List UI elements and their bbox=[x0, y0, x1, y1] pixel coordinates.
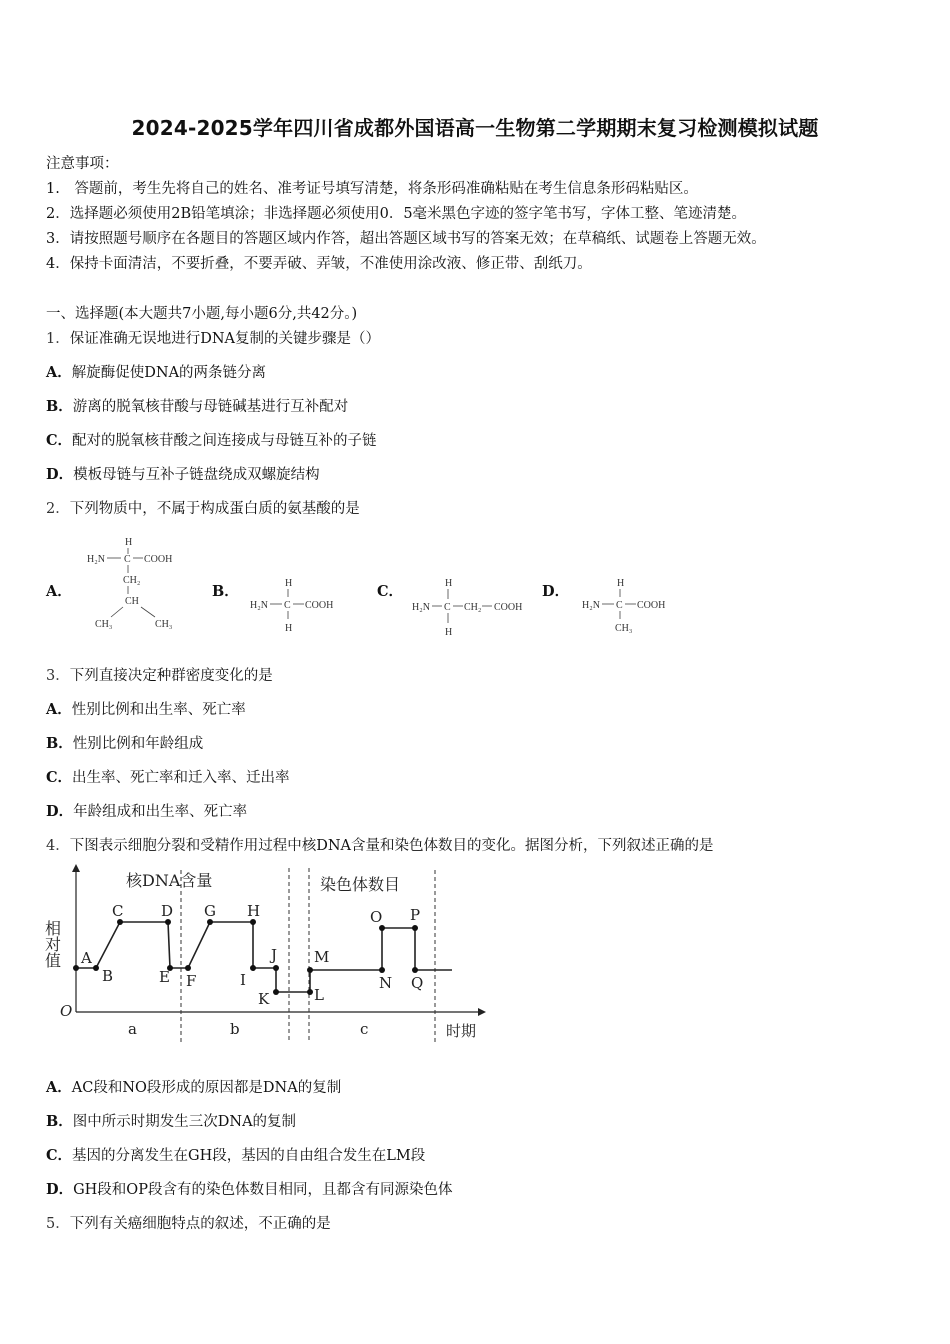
amino-acid-a-structure bbox=[85, 535, 195, 635]
q1-option-d[interactable] bbox=[46, 463, 320, 484]
point-a bbox=[73, 965, 79, 971]
notice-item-2: 2．选择题必须使用2B铅笔填涂；非选择题必须使用0．5毫米黑色字迹的签字笔书写，字体工整、笔迹清楚。 bbox=[46, 206, 747, 222]
q3-option-d[interactable] bbox=[46, 800, 247, 821]
option-letter: D． bbox=[46, 466, 74, 483]
label-h: H bbox=[247, 902, 261, 920]
label-n: N bbox=[379, 974, 393, 992]
point-l bbox=[307, 989, 313, 995]
central-carbon: C bbox=[124, 554, 131, 565]
dna-content-label: 核DNA含量 bbox=[126, 871, 213, 890]
option-letter: B． bbox=[46, 398, 73, 415]
amine-group: H₂N bbox=[250, 600, 268, 611]
q4-option-a[interactable] bbox=[46, 1076, 341, 1097]
label-m: M bbox=[314, 948, 330, 966]
option-letter: A． bbox=[46, 364, 72, 381]
page-title: 2024-2025学年四川省成都外国语高一生物第二学期期末复习检测模拟试题 bbox=[131, 116, 819, 140]
notice-item-4: 4．保持卡面清洁，不要折叠，不要弄破、弄皱，不准使用涂改液、修正带、刮纸刀。 bbox=[46, 256, 592, 272]
option-letter: D． bbox=[46, 803, 74, 820]
option-text: AC段和NO段形成的原因都是DNA的复制 bbox=[71, 1080, 342, 1096]
q1-option-b[interactable] bbox=[46, 395, 348, 416]
amino-acid-c-structure bbox=[410, 575, 540, 641]
carboxyl-group: COOH bbox=[637, 600, 666, 611]
option-letter: D． bbox=[46, 1181, 74, 1198]
atom-h-top: H bbox=[285, 578, 293, 589]
phase-a-label: a bbox=[128, 1020, 137, 1038]
label-e: E bbox=[159, 968, 170, 986]
phase-b-label: b bbox=[230, 1020, 240, 1038]
ch-group: CH bbox=[125, 596, 139, 607]
question-stem: 下图表示细胞分裂和受精作用过程中核DNA含量和染色体数目的变化。据图分析，下列叙述正确的是 bbox=[69, 838, 714, 854]
q2-option-c-letter[interactable]: C． bbox=[377, 583, 404, 600]
y-axis-label: 相对值 bbox=[42, 920, 62, 968]
point-k bbox=[273, 989, 279, 995]
option-text: 基因的分离发生在GH段，基因的自由组合发生在LM段 bbox=[72, 1148, 426, 1164]
amine-group: H₂N bbox=[412, 602, 430, 613]
notice-heading: 注意事项： bbox=[46, 156, 119, 172]
label-p: P bbox=[410, 906, 421, 924]
point-b bbox=[93, 965, 99, 971]
carboxyl-group: COOH bbox=[305, 600, 334, 611]
option-letter: C． bbox=[46, 1147, 73, 1164]
amine-group: H₂N bbox=[87, 554, 105, 565]
option-letter: A． bbox=[46, 701, 72, 718]
question-2 bbox=[46, 497, 360, 518]
q2-option-a-letter[interactable]: A． bbox=[46, 583, 72, 600]
section-header: 一、选择题(本大题共7小题,每小题6分,共42分。) bbox=[46, 306, 358, 322]
label-b: B bbox=[102, 967, 114, 985]
q3-option-c[interactable] bbox=[46, 766, 290, 787]
point-p bbox=[412, 925, 418, 931]
option-text: 性别比例和年龄组成 bbox=[72, 736, 204, 752]
atom-h-bottom: H bbox=[285, 623, 293, 634]
label-k: K bbox=[258, 990, 270, 1008]
ch2-group: CH₂ bbox=[123, 575, 141, 586]
question-number: 1． bbox=[46, 331, 70, 347]
point-q bbox=[412, 967, 418, 973]
q3-option-a[interactable] bbox=[46, 698, 246, 719]
option-text: 模板母链与互补子链盘绕成双螺旋结构 bbox=[73, 467, 320, 483]
point-j bbox=[273, 965, 279, 971]
label-j: J bbox=[271, 946, 278, 964]
dna-chromosome-graph bbox=[40, 860, 500, 1050]
option-text: 图中所示时期发生三次DNA的复制 bbox=[72, 1114, 297, 1130]
q4-option-d[interactable] bbox=[46, 1178, 452, 1199]
atom-h-top: H bbox=[445, 578, 453, 589]
x-axis-arrow bbox=[478, 1008, 486, 1016]
option-letter: B． bbox=[46, 735, 73, 752]
q1-option-c[interactable] bbox=[46, 429, 377, 450]
option-text: 游离的脱氧核苷酸与母链碱基进行互补配对 bbox=[72, 399, 349, 415]
point-m bbox=[307, 967, 313, 973]
amino-acid-d-structure bbox=[580, 575, 680, 639]
atom-h-bottom: H bbox=[445, 627, 453, 638]
option-text: 性别比例和出生率、死亡率 bbox=[71, 702, 246, 718]
label-a: A bbox=[81, 949, 92, 967]
option-text: 解旋酶促使DNA的两条链分离 bbox=[71, 365, 267, 381]
central-carbon: C bbox=[616, 600, 623, 611]
label-g: G bbox=[204, 902, 216, 920]
methyl-group: CH₃ bbox=[615, 623, 633, 634]
question-stem: 保证准确无误地进行DNA复制的关键步骤是（） bbox=[69, 331, 381, 347]
option-text: 年龄组成和出生率、死亡率 bbox=[73, 804, 248, 820]
q2-option-d-letter[interactable]: D． bbox=[542, 583, 570, 600]
q3-option-b[interactable] bbox=[46, 732, 203, 753]
question-number: 5． bbox=[46, 1216, 70, 1232]
option-letter: B． bbox=[46, 1113, 73, 1130]
atom-h: H bbox=[125, 537, 133, 548]
phase-c-label: c bbox=[360, 1020, 369, 1038]
q4-option-c[interactable] bbox=[46, 1144, 425, 1165]
label-l: L bbox=[314, 986, 324, 1004]
option-letter: A． bbox=[46, 1079, 72, 1096]
methyl-right: CH₃ bbox=[155, 619, 173, 630]
x-axis-label: 时期 bbox=[446, 1022, 477, 1040]
question-number: 2． bbox=[46, 501, 70, 517]
ch2-group: CH₂ bbox=[464, 602, 482, 613]
central-carbon: C bbox=[284, 600, 291, 611]
notice-item-3: 3．请按照题号顺序在各题目的答题区域内作答，超出答题区域书写的答案无效；在草稿纸、试题卷上答题无效。 bbox=[46, 231, 766, 247]
question-number: 4． bbox=[46, 838, 70, 854]
question-stem: 下列直接决定种群密度变化的是 bbox=[69, 668, 273, 684]
option-letter: C． bbox=[46, 432, 73, 449]
point-f bbox=[185, 965, 191, 971]
question-3 bbox=[46, 664, 273, 685]
methyl-left: CH₃ bbox=[95, 619, 113, 630]
label-f: F bbox=[186, 972, 197, 990]
notice-item-1: 1. 答题前，考生先将自己的姓名、准考证号填写清楚，将条形码准确粘贴在考生信息条形码粘贴区。 bbox=[46, 181, 698, 197]
question-1 bbox=[46, 327, 380, 348]
point-n bbox=[379, 967, 385, 973]
amine-group: H₂N bbox=[582, 600, 600, 611]
question-stem: 下列有关癌细胞特点的叙述，不正确的是 bbox=[69, 1216, 331, 1232]
label-d: D bbox=[161, 902, 174, 920]
y-axis-arrow bbox=[72, 864, 80, 872]
q1-option-a[interactable] bbox=[46, 361, 266, 382]
question-stem: 下列物质中，不属于构成蛋白质的氨基酸的是 bbox=[69, 501, 360, 517]
question-5 bbox=[46, 1212, 331, 1233]
carboxyl-group: COOH bbox=[494, 602, 523, 613]
central-carbon: C bbox=[444, 602, 451, 613]
point-i bbox=[250, 965, 256, 971]
q4-option-b[interactable] bbox=[46, 1110, 296, 1131]
label-o: O bbox=[370, 908, 383, 926]
chromosome-count-label: 染色体数目 bbox=[320, 875, 401, 894]
option-text: 配对的脱氧核苷酸之间连接成与母链互补的子链 bbox=[72, 433, 377, 449]
atom-h-top: H bbox=[617, 578, 625, 589]
option-letter: C． bbox=[46, 769, 73, 786]
label-q: Q bbox=[411, 974, 424, 992]
option-text: GH段和OP段含有的染色体数目相同，且都含有同源染色体 bbox=[73, 1182, 453, 1198]
carboxyl-group: COOH bbox=[144, 554, 173, 565]
label-i: I bbox=[240, 971, 246, 989]
amino-acid-b-structure bbox=[248, 575, 348, 637]
question-number: 3． bbox=[46, 668, 70, 684]
label-c: C bbox=[112, 902, 124, 920]
origin-label: O bbox=[60, 1002, 73, 1020]
question-4 bbox=[46, 834, 714, 855]
q2-option-b-letter[interactable]: B． bbox=[212, 583, 239, 600]
option-text: 出生率、死亡率和迁入率、迁出率 bbox=[72, 770, 290, 786]
